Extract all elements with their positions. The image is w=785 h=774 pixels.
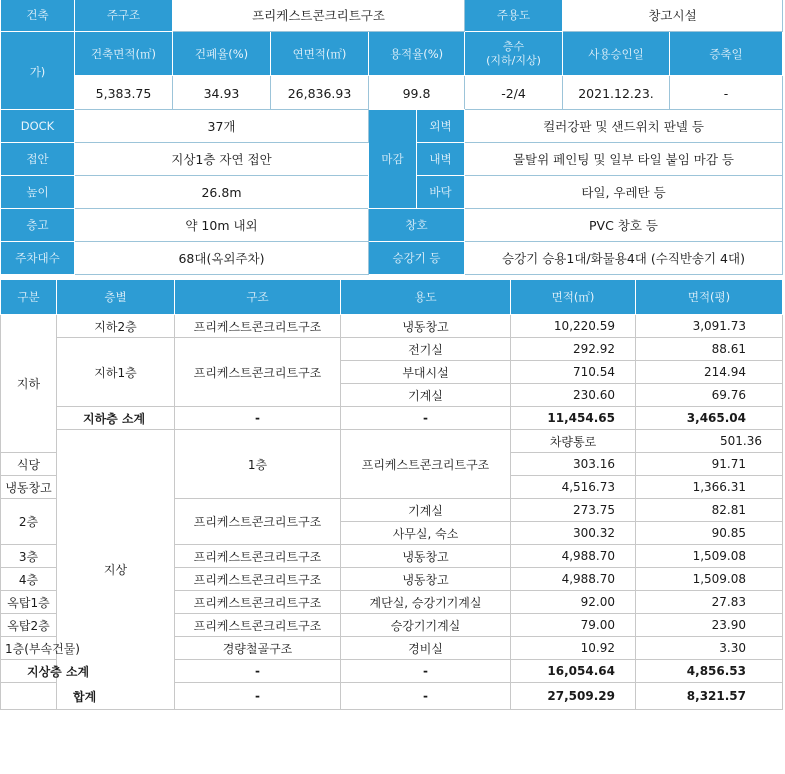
extension-date-value: - (670, 76, 783, 112)
area-sqm-cell: 300.32 (511, 522, 636, 545)
main-structure-value: 프리케스트콘크리트구조 (173, 0, 465, 32)
area-pyeong-cell: 3.30 (636, 637, 783, 660)
total-label: 합계 (1, 683, 175, 710)
area-sqm-cell: 4,988.70 (511, 568, 636, 591)
floor-cell: 지하1층 (57, 338, 175, 407)
subtotal-label: 지상층 소계 (1, 660, 57, 683)
total-use: - (341, 683, 511, 710)
area-sqm-cell: 92.00 (511, 591, 636, 614)
structure-cell: 프리케스트콘크리트구조 (175, 545, 341, 568)
area-pyeong-cell: 69.76 (636, 384, 783, 407)
floor-area-header: 연면적(㎡) (271, 32, 369, 76)
floor-area-ratio-value: 99.8 (369, 76, 465, 112)
parking-value: 68대(옥외주차) (75, 242, 369, 275)
area-sqm-cell: 273.75 (511, 499, 636, 522)
use-cell: 냉동창고 (341, 568, 511, 591)
building-summary-table (0, 0, 783, 112)
table-row (1, 430, 783, 453)
structure-cell: 경량철골구조 (175, 637, 341, 660)
area-sqm-cell: 4,988.70 (511, 545, 636, 568)
area-sqm-cell: 501.36 (636, 430, 783, 453)
interior-value: 몰탈위 페인팅 및 일부 타일 붙임 마감 등 (465, 143, 783, 176)
floor-cell: 3층 (1, 545, 57, 568)
coverage-value: 34.93 (173, 76, 271, 112)
underground-subtotal-row (1, 407, 783, 430)
use-cell: 차량통로 (511, 430, 636, 453)
grand-total-row (1, 683, 783, 710)
use-cell: 냉동창고 (341, 315, 511, 338)
area-sqm-cell: 292.92 (511, 338, 636, 361)
area-sqm-cell: 10.92 (511, 637, 636, 660)
structure-cell: 프리케스트콘크리트구조 (175, 568, 341, 591)
dock-value: 37개 (75, 110, 369, 143)
section-label: 가) (1, 32, 75, 112)
use-cell: 승강기기계실 (341, 614, 511, 637)
area-pyeong-cell: 23.90 (636, 614, 783, 637)
area-pyeong-cell: 88.61 (636, 338, 783, 361)
area-sqm-cell: 710.54 (511, 361, 636, 384)
subtotal-pyeong: 4,856.53 (636, 660, 783, 683)
area-pyeong-cell: 1,509.08 (636, 545, 783, 568)
ceiling-label: 층고 (1, 209, 75, 242)
area-sqm-cell: 79.00 (511, 614, 636, 637)
road-label: 접안 (1, 143, 75, 176)
col-header-area-sqm: 면적(㎡) (511, 280, 636, 315)
window-label: 창호 (369, 209, 465, 242)
area-pyeong-cell: 214.94 (636, 361, 783, 384)
floor-finish-value: 타일, 우레탄 등 (465, 176, 783, 209)
use-cell: 부대시설 (341, 361, 511, 384)
area-pyeong-cell: 27.83 (636, 591, 783, 614)
corner-label: 건축 (1, 0, 75, 32)
area-pyeong-cell: 90.85 (636, 522, 783, 545)
building-area-header: 건축면적(㎡) (75, 32, 173, 76)
ceiling-value: 약 10m 내외 (75, 209, 369, 242)
use-cell: 사무실, 숙소 (341, 522, 511, 545)
height-value: 26.8m (75, 176, 369, 209)
use-cell: 경비실 (341, 637, 511, 660)
elevator-label: 승강기 등 (369, 242, 465, 275)
floor-cell: 옥탑2층 (1, 614, 57, 637)
structure-cell: 프리케스트콘크리트구조 (175, 315, 341, 338)
zone-aboveground: 지상 (57, 430, 175, 710)
subtotal-pyeong: 3,465.04 (636, 407, 783, 430)
extension-date-header: 증축일 (670, 32, 783, 76)
floor-cell: 1층 (175, 430, 341, 499)
window-value: PVC 창호 등 (465, 209, 783, 242)
exterior-value: 컬러강판 및 샌드위치 판넬 등 (465, 110, 783, 143)
area-pyeong-cell: 1,509.08 (636, 568, 783, 591)
subtotal-sqm: 11,454.65 (511, 407, 636, 430)
col-header-use: 용도 (341, 280, 511, 315)
structure-cell: 프리케스트콘크리트구조 (175, 499, 341, 545)
zone-underground: 지하 (1, 315, 57, 453)
interior-label: 내벽 (417, 143, 465, 176)
subtotal-use: - (341, 407, 511, 430)
use-cell: 식당 (1, 453, 57, 476)
use-cell: 기계실 (341, 499, 511, 522)
col-header-area-pyeong: 면적(평) (636, 280, 783, 315)
structure-cell: 프리케스트콘크리트구조 (175, 338, 341, 407)
floor-cell: 4층 (1, 568, 57, 591)
area-sqm-cell: 10,220.59 (511, 315, 636, 338)
main-use-label: 주용도 (465, 0, 563, 32)
subtotal-sqm: 16,054.64 (511, 660, 636, 683)
parking-label: 주차대수 (1, 242, 75, 275)
total-sqm: 27,509.29 (511, 683, 636, 710)
floor-cell: 1층(부속건물) (1, 637, 57, 660)
col-header-division: 구분 (1, 280, 57, 315)
coverage-header: 건폐율(%) (173, 32, 271, 76)
subtotal-use: - (341, 660, 511, 683)
table-header-row (1, 280, 783, 315)
building-spec-table (0, 109, 783, 275)
area-pyeong-cell: 82.81 (636, 499, 783, 522)
road-value: 지상1층 자연 접안 (75, 143, 369, 176)
floor-area-table (0, 279, 783, 710)
main-use-value: 창고시설 (563, 0, 783, 32)
floor-finish-label: 바닥 (417, 176, 465, 209)
floors-header: 층수 (지하/지상) (465, 32, 563, 76)
floor-area-ratio-header: 용적율(%) (369, 32, 465, 76)
area-sqm-cell: 303.16 (511, 453, 636, 476)
col-header-structure: 구조 (175, 280, 341, 315)
col-header-floor: 층별 (57, 280, 175, 315)
area-pyeong-cell: 3,091.73 (636, 315, 783, 338)
floor-cell: 지하2층 (57, 315, 175, 338)
building-area-value: 5,383.75 (75, 76, 173, 112)
subtotal-structure: - (175, 660, 341, 683)
finish-label: 마감 (369, 110, 417, 209)
area-sqm-cell: 230.60 (511, 384, 636, 407)
table-row (1, 315, 783, 338)
main-structure-label: 주구조 (75, 0, 173, 32)
structure-cell: 프리케스트콘크리트구조 (175, 614, 341, 637)
height-label: 높이 (1, 176, 75, 209)
floor-cell: 옥탑1층 (1, 591, 57, 614)
use-cell: 계단실, 승강기기계실 (341, 591, 511, 614)
floor-cell: 2층 (1, 499, 57, 545)
structure-cell: 프리케스트콘크리트구조 (341, 430, 511, 499)
subtotal-label: 지하층 소계 (57, 407, 175, 430)
structure-cell: 프리케스트콘크리트구조 (175, 591, 341, 614)
dock-label: DOCK (1, 110, 75, 143)
exterior-label: 외벽 (417, 110, 465, 143)
elevator-value: 승강기 승용1대/화물용4대 (수직반송기 4대) (465, 242, 783, 275)
total-structure: - (175, 683, 341, 710)
approval-date-value: 2021.12.23. (563, 76, 670, 112)
approval-date-header: 사용승인일 (563, 32, 670, 76)
area-sqm-cell: 4,516.73 (511, 476, 636, 499)
area-pyeong-cell: 1,366.31 (636, 476, 783, 499)
use-cell: 전기실 (341, 338, 511, 361)
floors-value: -2/4 (465, 76, 563, 112)
total-pyeong: 8,321.57 (636, 683, 783, 710)
area-pyeong-cell: 91.71 (636, 453, 783, 476)
floor-area-value: 26,836.93 (271, 76, 369, 112)
use-cell: 냉동창고 (341, 545, 511, 568)
table-row (1, 338, 783, 361)
use-cell: 기계실 (341, 384, 511, 407)
subtotal-structure: - (175, 407, 341, 430)
use-cell: 냉동창고 (1, 476, 57, 499)
